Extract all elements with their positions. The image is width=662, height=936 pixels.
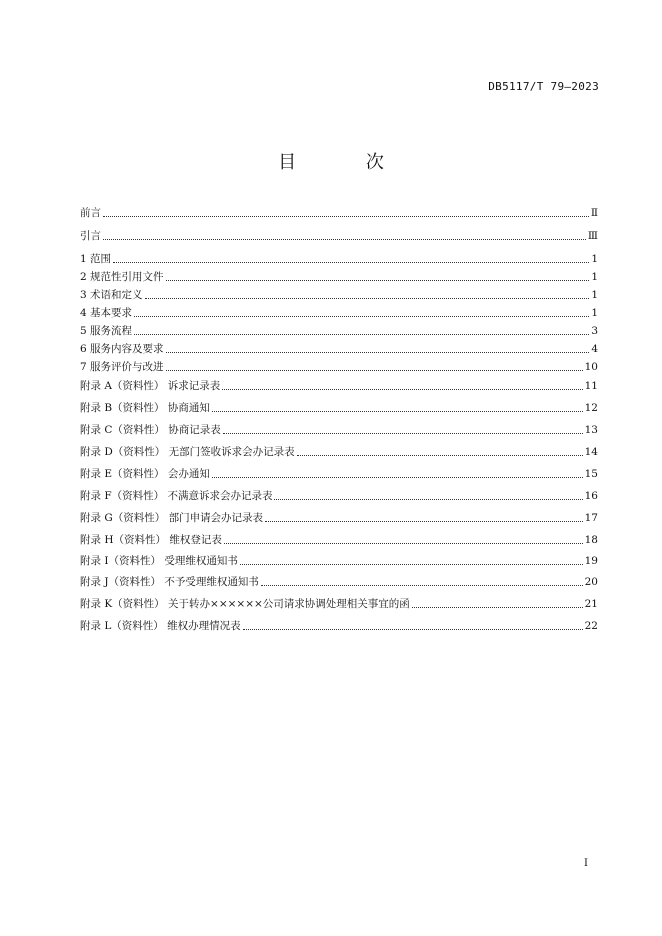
- toc-entry[interactable]: [80, 554, 598, 568]
- toc-dot-leader: [240, 563, 583, 565]
- toc-entry-page: 1: [591, 307, 598, 319]
- toc-entry-label: 6 服务内容及要求: [80, 343, 164, 355]
- toc-dot-leader: [166, 351, 590, 353]
- toc-dot-leader: [297, 454, 583, 456]
- toc-entry-label: 附录 C（资料性） 协商记录表: [80, 424, 221, 436]
- toc-entry[interactable]: [80, 342, 598, 356]
- toc-entry-page: 3: [591, 325, 598, 337]
- toc-entry[interactable]: [80, 575, 598, 589]
- toc-entry[interactable]: [80, 270, 598, 284]
- toc-dot-leader: [134, 333, 589, 335]
- toc-entry[interactable]: [80, 511, 598, 525]
- toc-entry-page: 18: [584, 534, 598, 546]
- toc-entry-label: 附录 L（资料性） 维权办理情况表: [80, 620, 241, 632]
- toc-entry-page: Ⅱ: [590, 207, 598, 219]
- toc-dot-leader: [134, 315, 589, 317]
- toc-entry[interactable]: [80, 423, 598, 437]
- toc-entry-label: 3 术语和定义: [80, 289, 143, 301]
- toc-entry[interactable]: [80, 360, 598, 374]
- toc-title: 目 次: [278, 152, 416, 173]
- toc-entry[interactable]: [80, 489, 598, 503]
- toc-entry-label: 附录 H（资料性） 维权登记表: [80, 534, 222, 546]
- toc-entry[interactable]: [80, 467, 598, 481]
- toc-entry[interactable]: [80, 324, 598, 338]
- toc-entry-page: 11: [584, 380, 598, 392]
- page-number: I: [584, 858, 588, 869]
- toc-entry-label: 附录 E（资料性） 会办通知: [80, 468, 210, 480]
- toc-entry-page: 1: [591, 253, 598, 265]
- toc-entry-page: 13: [584, 424, 598, 436]
- toc-dot-leader: [223, 432, 583, 434]
- toc-entry[interactable]: [80, 206, 598, 220]
- toc-entry-page: 17: [584, 512, 598, 524]
- toc-dot-leader: [243, 628, 583, 630]
- toc-entry[interactable]: [80, 306, 598, 320]
- toc-entry-page: 22: [584, 620, 598, 632]
- toc-entry-label: 4 基本要求: [80, 307, 133, 319]
- toc-dot-leader: [103, 215, 589, 217]
- toc-entry-label: 附录 G（资料性） 部门申请会办记录表: [80, 512, 264, 524]
- toc-entry[interactable]: [80, 597, 598, 611]
- toc-dot-leader: [222, 388, 582, 390]
- toc-entry-label: 附录 A（资料性） 诉求记录表: [80, 380, 221, 392]
- toc-entry-label: 附录 F（资料性） 不满意诉求会办记录表: [80, 490, 273, 502]
- toc-entry-label: 5 服务流程: [80, 325, 133, 337]
- toc-entry-page: Ⅲ: [587, 230, 598, 242]
- toc-entry-label: 前言: [80, 207, 101, 219]
- toc-dot-leader: [261, 584, 583, 586]
- toc-entry[interactable]: [80, 533, 598, 547]
- toc-entry-label: 2 规范性引用文件: [80, 271, 164, 283]
- toc-entry-page: 15: [584, 468, 598, 480]
- toc-entry[interactable]: [80, 445, 598, 459]
- toc-dot-leader: [412, 606, 583, 608]
- toc-entry[interactable]: [80, 401, 598, 415]
- toc-entry-label: 1 范围: [80, 253, 112, 265]
- toc-dot-leader: [274, 498, 582, 500]
- toc-dot-leader: [212, 476, 583, 478]
- toc-entry-label: 附录 I（资料性） 受理维权通知书: [80, 555, 238, 567]
- toc-entry[interactable]: [80, 252, 598, 266]
- toc-entry-page: 20: [584, 576, 598, 588]
- toc-entry-page: 1: [591, 271, 598, 283]
- toc-entry-page: 16: [584, 490, 598, 502]
- toc-entry-label: 附录 J（资料性） 不予受理维权通知书: [80, 576, 259, 588]
- toc-entry-page: 1: [591, 289, 598, 301]
- toc-entry-label: 7 服务评价与改进: [80, 361, 164, 373]
- toc-entry-page: 21: [584, 598, 598, 610]
- toc-entry[interactable]: [80, 619, 598, 633]
- toc-entry-page: 14: [584, 446, 598, 458]
- toc-entry-page: 4: [591, 343, 598, 355]
- toc-entry-page: 10: [584, 361, 598, 373]
- toc-entry[interactable]: [80, 288, 598, 302]
- toc-dot-leader: [224, 542, 583, 544]
- toc-entry-label: 附录 D（资料性） 无部门签收诉求会办记录表: [80, 446, 295, 458]
- toc-entry-page: 19: [584, 555, 598, 567]
- toc-entry-label: 引言: [80, 230, 101, 242]
- document-code: DB5117/T 79—2023: [488, 80, 599, 93]
- toc-entry-label: 附录 K（资料性） 关于转办××××××公司请求协调处理相关事宜的函: [80, 598, 410, 610]
- toc-dot-leader: [166, 279, 590, 281]
- toc-entry-page: 12: [584, 402, 598, 414]
- toc-dot-leader: [265, 520, 583, 522]
- toc-entry[interactable]: [80, 379, 598, 393]
- toc-dot-leader: [113, 261, 589, 263]
- toc-dot-leader: [145, 297, 590, 299]
- toc-entry-label: 附录 B（资料性） 协商通知: [80, 402, 210, 414]
- toc-dot-leader: [166, 369, 583, 371]
- toc-dot-leader: [212, 410, 583, 412]
- toc-dot-leader: [103, 238, 586, 240]
- toc-entry[interactable]: [80, 229, 598, 243]
